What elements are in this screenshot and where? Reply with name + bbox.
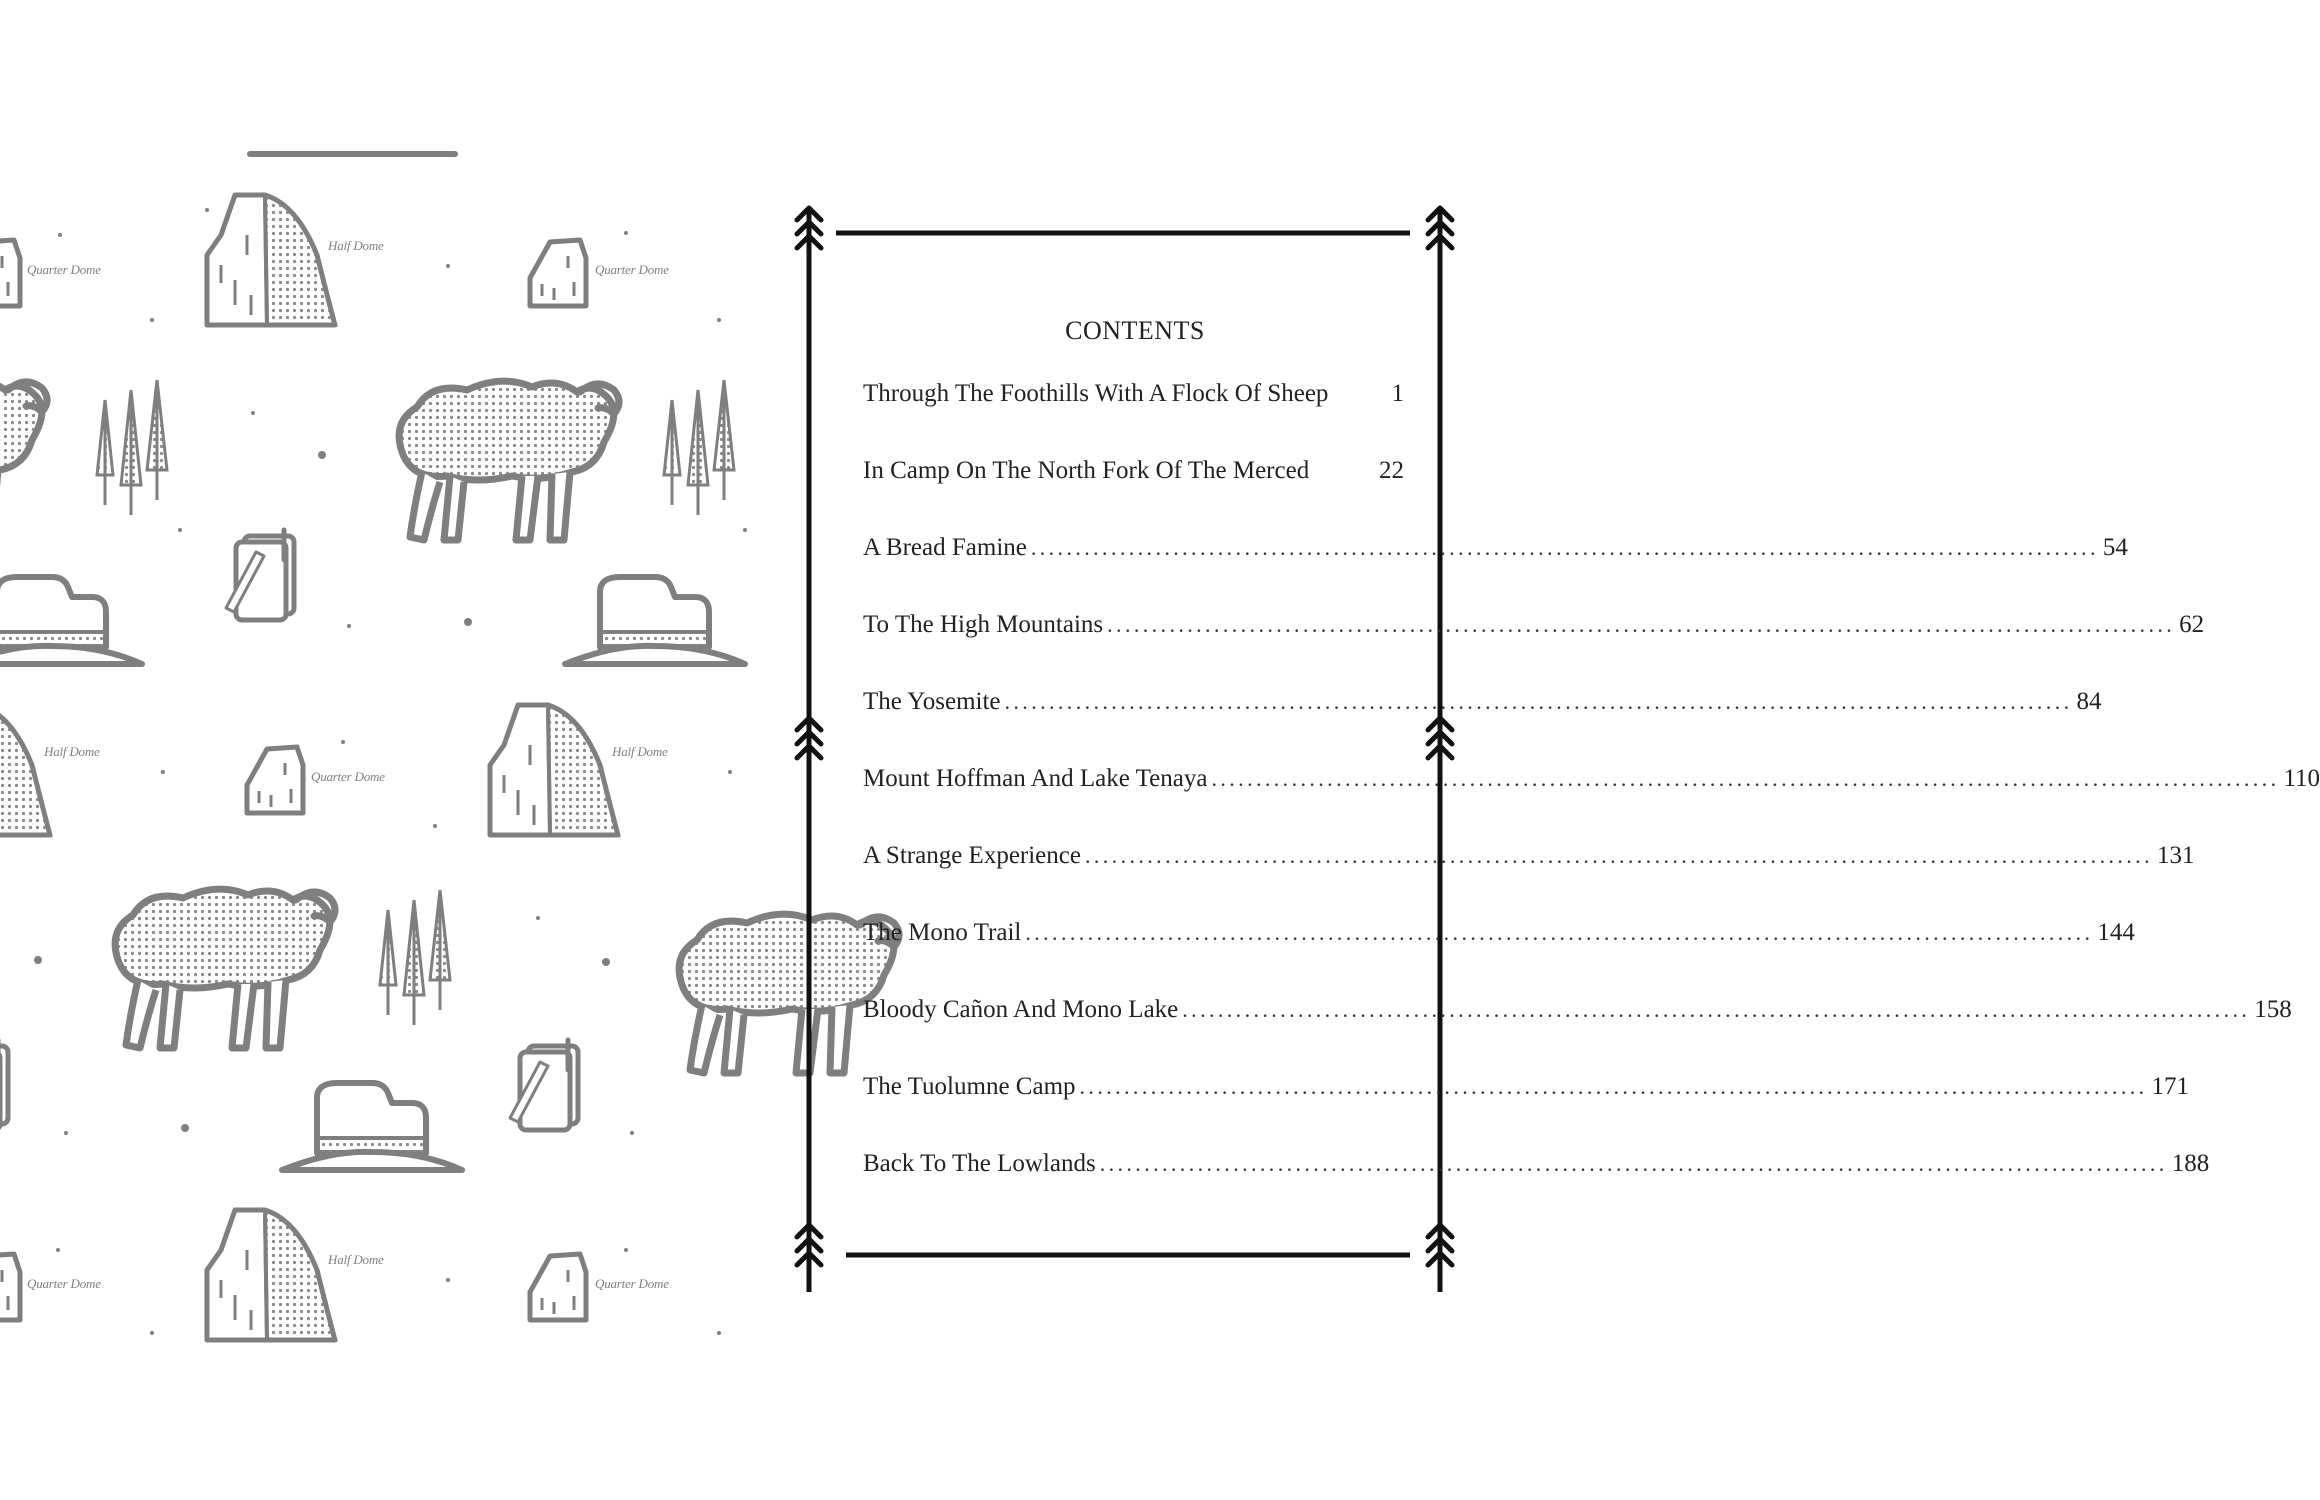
- toc-entry-title: The Mono Trail: [863, 919, 1022, 946]
- half-dome-label: Half Dome: [328, 238, 384, 253]
- toc-page-number: 144: [2097, 919, 2135, 946]
- toc-entry[interactable]: [863, 996, 2292, 1032]
- toc-entry[interactable]: [863, 1073, 2190, 1109]
- toc-entry[interactable]: [863, 919, 2135, 955]
- toc-entry[interactable]: [863, 380, 1404, 416]
- toc-entry[interactable]: [863, 765, 2320, 801]
- toc-entry-title: Mount Hoffman And Lake Tenaya: [863, 765, 1208, 792]
- contents-heading: CONTENTS: [1065, 316, 1205, 345]
- toc-entry-title: In Camp On The North Fork Of The Merced: [863, 457, 1310, 484]
- toc-page-number: 62: [2179, 611, 2205, 638]
- toc-dot-leader: ........................................................................................................................: [1079, 1074, 2148, 1099]
- toc-dot-leader: ........................................................................................................................: [1182, 997, 2251, 1022]
- toc-entry-title: To The High Mountains: [863, 611, 1104, 638]
- half-dome-label: Half Dome: [328, 1252, 384, 1267]
- toc-entry[interactable]: [863, 457, 1404, 493]
- toc-entry-title: A Strange Experience: [863, 842, 1081, 869]
- quarter-dome-label: Quarter Dome: [595, 1276, 669, 1291]
- contents-page: [780, 180, 2320, 1320]
- toc-entry[interactable]: [863, 534, 2128, 570]
- toc-entry-title: Bloody Cañon And Mono Lake: [863, 996, 1179, 1023]
- toc-page-number: 188: [2171, 1150, 2210, 1177]
- toc-entry-title: A Bread Famine: [863, 534, 1027, 561]
- toc-entry-title: Through The Foothills With A Flock Of Sheep: [863, 380, 1329, 407]
- half-dome-label: Half Dome: [612, 744, 668, 759]
- toc-page-number: 1: [1391, 380, 1404, 407]
- quarter-dome-label: Quarter Dome: [27, 1276, 101, 1291]
- quarter-dome-label: Quarter Dome: [27, 262, 101, 277]
- toc-page-number: 110: [2283, 765, 2320, 792]
- toc-dot-leader: ........................................................................................................................: [1025, 920, 2094, 945]
- toc-dot-leader: ........................................................................................................................: [1099, 1151, 2168, 1176]
- toc-entry[interactable]: [863, 842, 2195, 878]
- toc-entry-title: Back To The Lowlands: [863, 1150, 1096, 1177]
- toc-entry[interactable]: [863, 1150, 2210, 1186]
- illustrated-pattern-page: [0, 0, 750, 1500]
- quarter-dome-label: Quarter Dome: [595, 262, 669, 277]
- toc-entry-title: The Tuolumne Camp: [863, 1073, 1076, 1100]
- arrow-border-frame: [780, 180, 1500, 1320]
- toc-dot-leader: ........................................................................................................................: [1084, 843, 2153, 868]
- quarter-dome-label: Quarter Dome: [311, 769, 385, 784]
- toc-page-number: 158: [2254, 996, 2292, 1023]
- toc-entry[interactable]: [863, 688, 2102, 724]
- toc-page-number: 22: [1379, 457, 1404, 484]
- toc-page-number: 171: [2151, 1073, 2190, 1100]
- toc-page-number: 84: [2076, 688, 2102, 715]
- toc-dot-leader: ........................................................................................................................: [1211, 766, 2280, 791]
- toc-dot-leader: ........................................................................................................................: [1107, 612, 2176, 637]
- toc-page-number: 131: [2156, 842, 2195, 869]
- toc-entry[interactable]: [863, 611, 2205, 647]
- half-dome-label: Half Dome: [44, 744, 100, 759]
- toc-dot-leader: ........................................................................................................................: [1030, 535, 2099, 560]
- toc-page-number: 54: [2102, 534, 2128, 561]
- toc-entry-title: The Yosemite: [863, 688, 1001, 715]
- toc-dot-leader: ........................................................................................................................: [1004, 689, 2073, 714]
